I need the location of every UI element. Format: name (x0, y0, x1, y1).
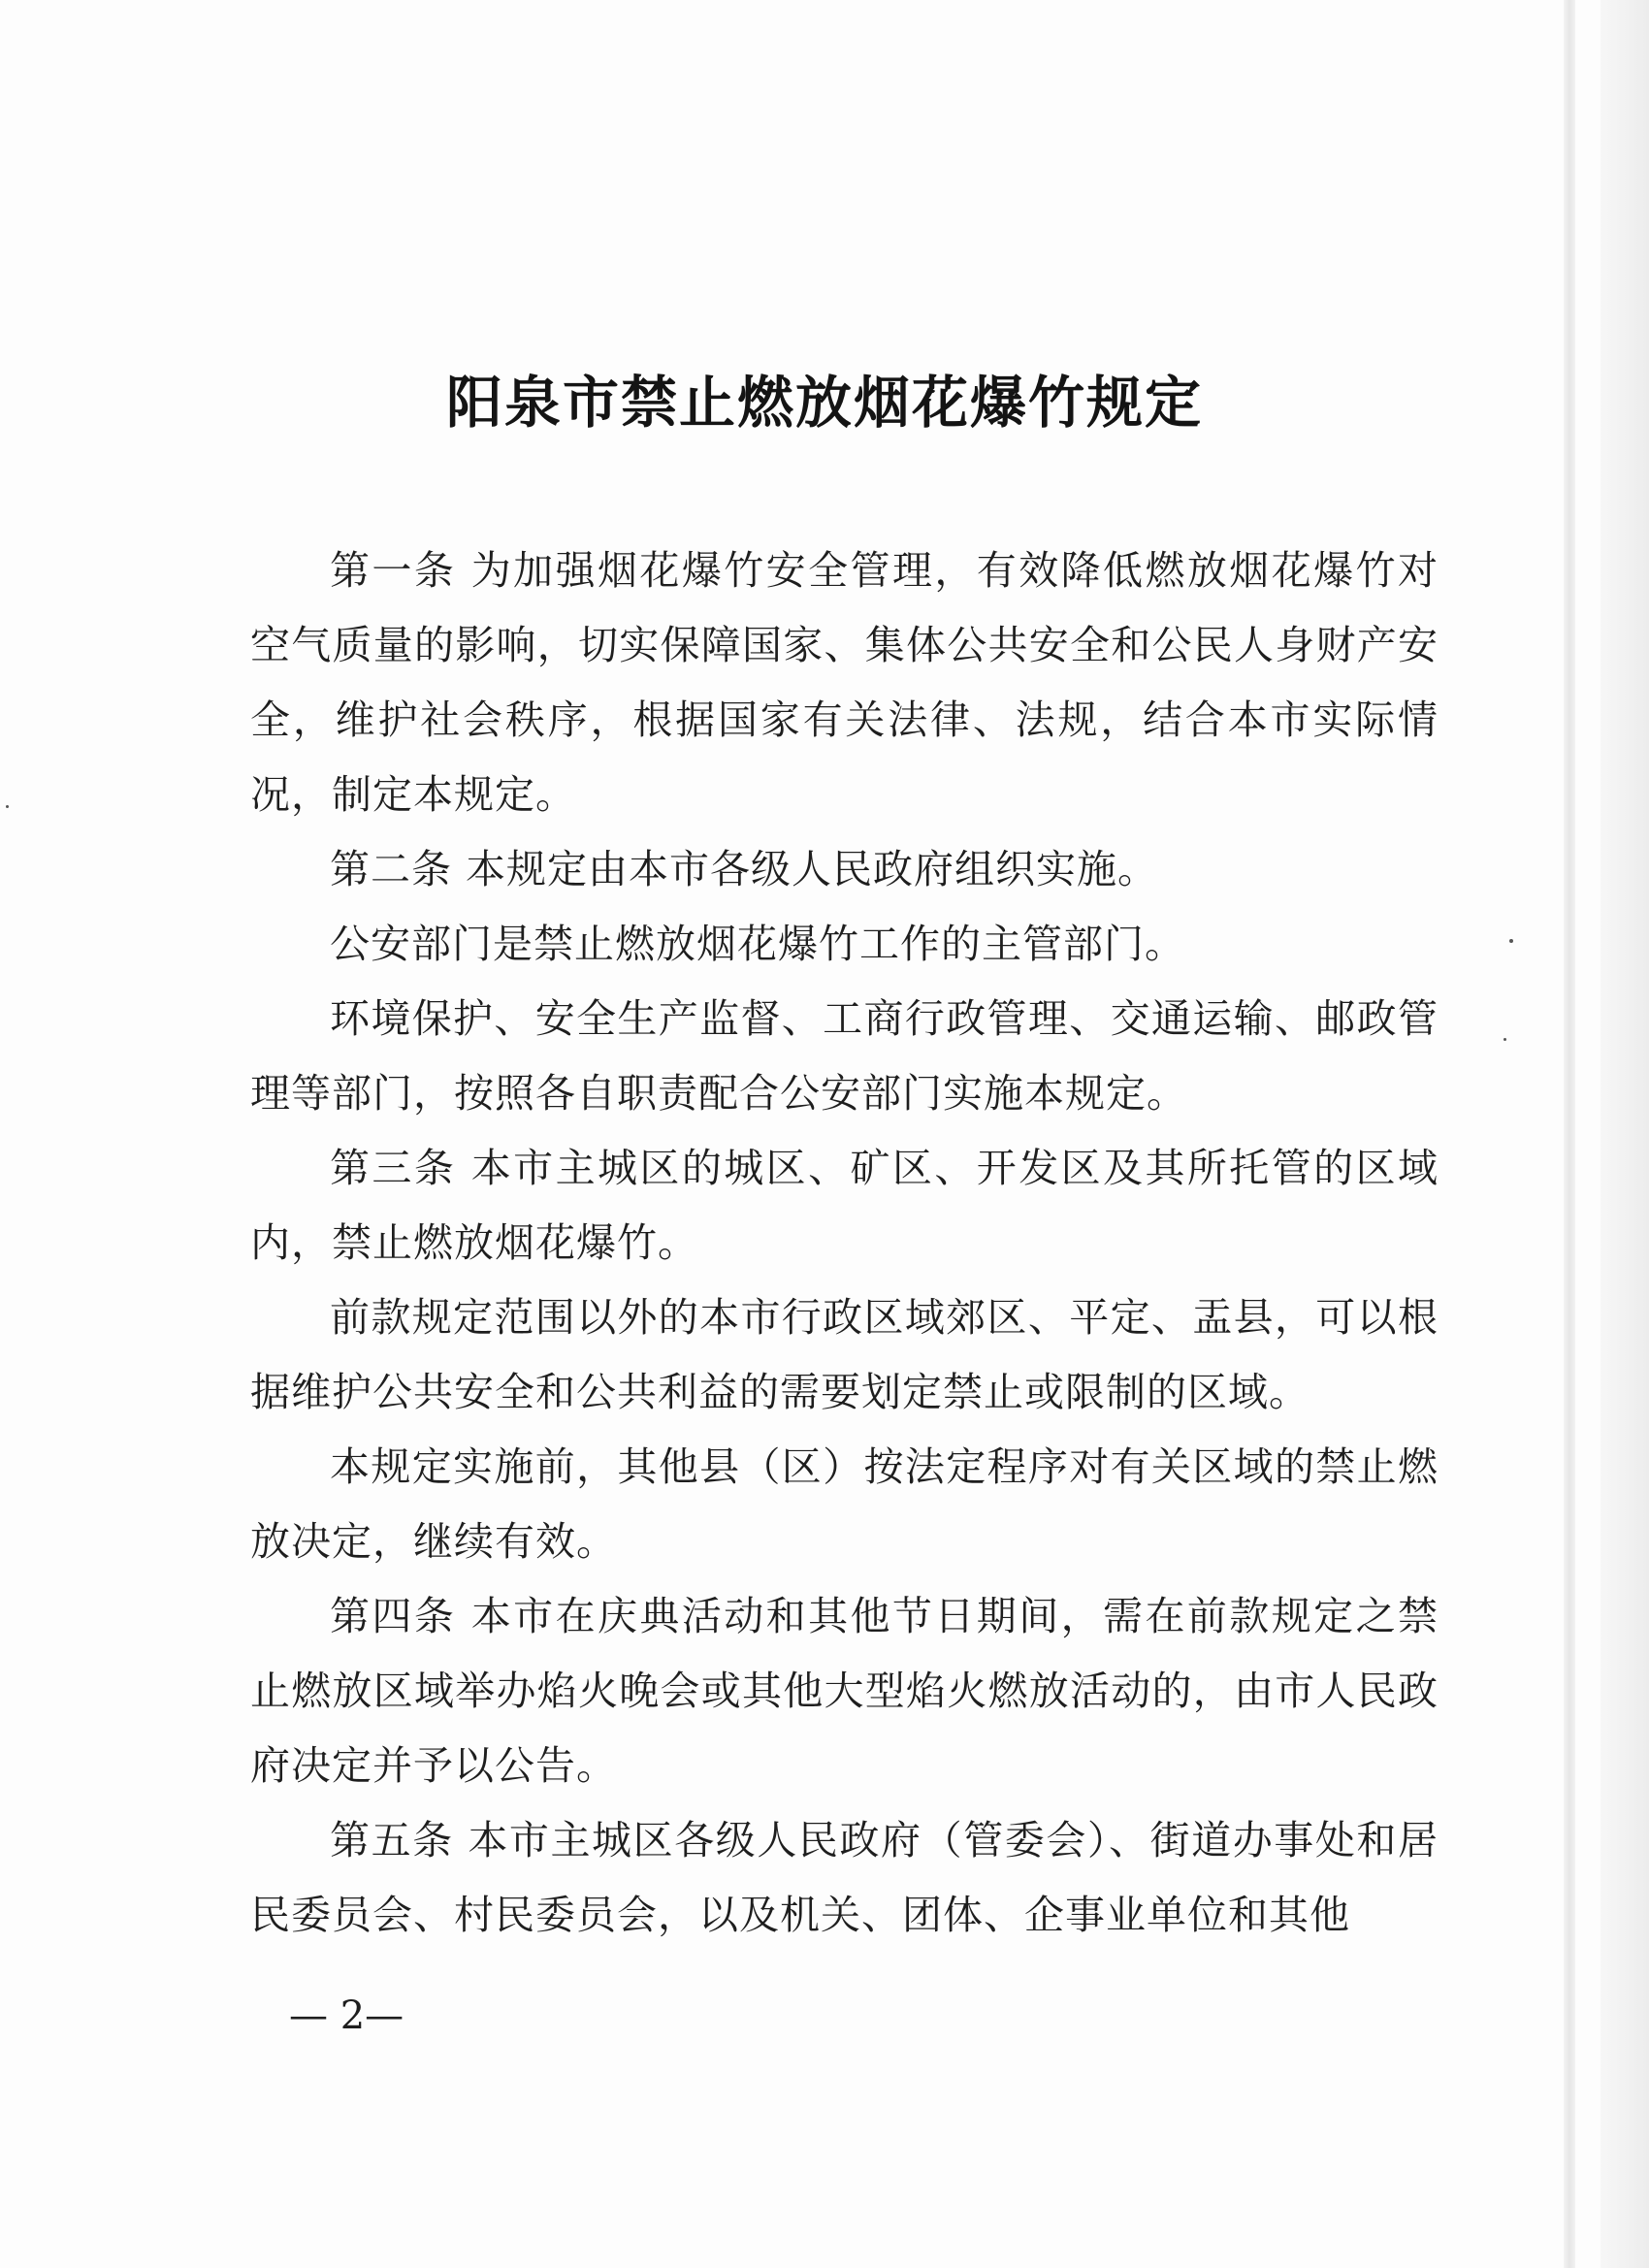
article-2-clause-2: 公安部门是禁止燃放烟花爆竹工作的主管部门。 (330, 921, 1185, 967)
article-1-paragraph: 第一条 为加强烟花爆竹安全管理，有效降低燃放烟花爆竹对空气质量的影响，切实保障国家、集体公共安全和公民人身财产安全，维护社会秩序，根据国家有关法律、法规，结合本市实际情况，制定本规定。 (250, 547, 1439, 818)
scan-speck (6, 805, 9, 808)
page-number: — 2— (289, 1993, 404, 2038)
article-3-clause-2: 前款规定范围以外的本市行政区域郊区、平定、盂县，可以根据维护公共安全和公共利益的需要划定禁止或限制的区域。 (250, 1294, 1439, 1415)
article-3-paragraph: 第三条 本市主城区的城区、矿区、开发区及其所托管的区域内，禁止燃放烟花爆竹。 (250, 1145, 1439, 1266)
article-4-paragraph: 第四条 本市在庆典活动和其他节日期间，需在前款规定之禁止燃放区域举办焰火晚会或其他大型焰火燃放活动的，由市人民政府决定并予以公告。 (250, 1593, 1439, 1789)
page-edge-shadow (1564, 0, 1575, 2268)
document-title: 阳泉市禁止燃放烟花爆竹规定 (445, 370, 1203, 436)
scan-speck (1504, 1038, 1506, 1041)
scan-speck (1509, 939, 1513, 943)
article-2-clause-3: 环境保护、安全生产监督、工商行政管理、交通运输、邮政管理等部门，按照各自职责配合公安部门实施本规定。 (250, 995, 1439, 1117)
document-body (250, 534, 1439, 1953)
page-edge-margin (1600, 0, 1649, 2268)
article-2-paragraph: 第二条 本规定由本市各级人民政府组织实施。 (330, 846, 1159, 892)
article-3-clause-3: 本规定实施前，其他县（区）按法定程序对有关区域的禁止燃放决定，继续有效。 (250, 1443, 1439, 1565)
article-5-paragraph: 第五条 本市主城区各级人民政府（管委会）、街道办事处和居民委员会、村民委员会，以及机关、团体、企事业单位和其他 (250, 1817, 1439, 1938)
